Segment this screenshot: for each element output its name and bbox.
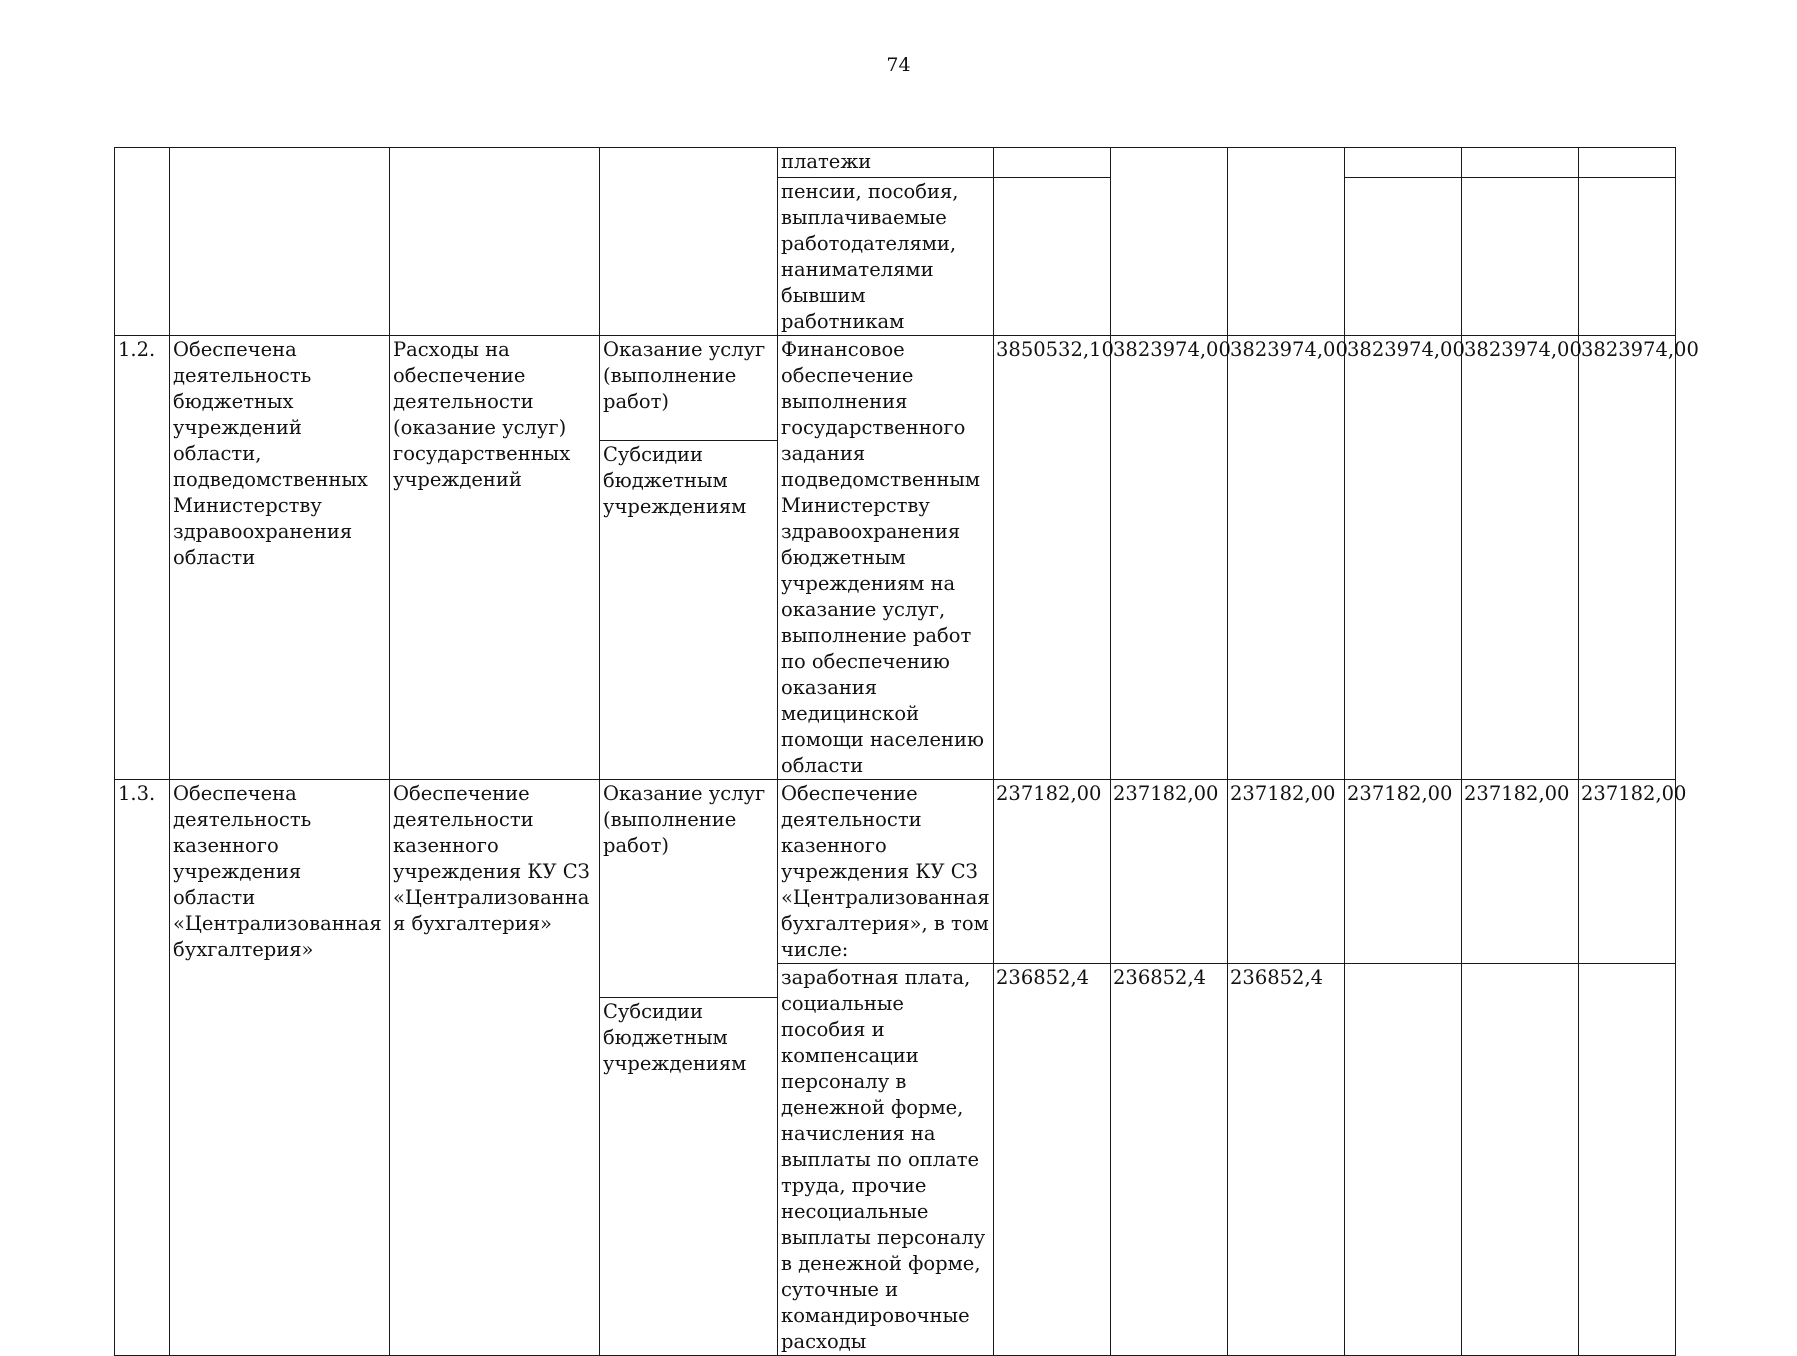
cell-purpose: платежи	[778, 148, 994, 178]
cell-direction: Расходы на обеспечение деятельности (оказание услуг) государственных учреждений	[390, 336, 600, 780]
cell-type: Оказание услуг (выполнение работ)	[600, 336, 778, 441]
cell-num: 1.2.	[115, 336, 170, 780]
cell-result	[170, 148, 390, 336]
cell-num	[115, 148, 170, 336]
cell-num: 1.3.	[115, 780, 170, 1356]
cell-value	[1462, 964, 1579, 1356]
budget-table	[114, 147, 1699, 1356]
cell-direction: Обеспечение деятельности казенного учреждения КУ СЗ «Централизованная бухгалтерия»	[390, 780, 600, 1356]
cell-value: 237182,00	[1579, 780, 1676, 964]
cell-value	[1111, 148, 1228, 336]
cell-value	[1345, 148, 1462, 178]
cell-type: Субсидии бюджетным учреждениям	[600, 998, 778, 1356]
cell-direction	[390, 148, 600, 336]
table-row-1-3	[115, 780, 1676, 964]
cell-result: Обеспечена деятельность бюджетных учреждений области, подведомственных Министерству здравоохранения области	[170, 336, 390, 780]
cell-value	[1579, 964, 1676, 1356]
cell-value	[1345, 178, 1462, 336]
cell-value: 236852,4	[994, 964, 1111, 1356]
cell-value	[1579, 178, 1676, 336]
cell-value: 3823974,00	[1579, 336, 1676, 780]
cell-value: 237182,00	[1228, 780, 1345, 964]
cell-purpose: пенсии, пособия, выплачиваемые работодателями, нанимателями бывшим работникам	[778, 178, 994, 336]
cell-value: 3823974,00	[1111, 336, 1228, 780]
page-number: 74	[886, 54, 911, 76]
cell-value: 3850532,10	[994, 336, 1111, 780]
cell-value	[1462, 148, 1579, 178]
cell-value	[994, 178, 1111, 336]
cell-value	[994, 148, 1111, 178]
cell-value	[1345, 964, 1462, 1356]
cell-value	[1462, 178, 1579, 336]
cell-result: Обеспечена деятельность казенного учреждения области «Централизованная бухгалтерия»	[170, 780, 390, 1356]
cell-type: Оказание услуг (выполнение работ)	[600, 780, 778, 998]
cell-purpose: заработная плата, социальные пособия и компенсации персоналу в денежной форме, начисления на выплаты по оплате труда, прочие несоциальные выплаты персоналу в денежной форме, суточные и командировочные расходы	[778, 964, 994, 1356]
cell-value: 236852,4	[1228, 964, 1345, 1356]
cell-value: 237182,00	[1345, 780, 1462, 964]
table-row-1-2	[115, 336, 1676, 441]
cell-value: 3823974,00	[1228, 336, 1345, 780]
cell-value	[1228, 148, 1345, 336]
cell-value: 237182,00	[1462, 780, 1579, 964]
cell-value: 237182,00	[1111, 780, 1228, 964]
cell-value	[1579, 148, 1676, 178]
table-row-continuation	[115, 148, 1676, 178]
cell-type: Субсидии бюджетным учреждениям	[600, 441, 778, 780]
cell-type	[600, 148, 778, 336]
cell-value: 237182,00	[994, 780, 1111, 964]
cell-purpose: Обеспечение деятельности казенного учреждения КУ СЗ «Централизованная бухгалтерия», в том числе:	[778, 780, 994, 964]
cell-value: 3823974,00	[1462, 336, 1579, 780]
cell-value: 236852,4	[1111, 964, 1228, 1356]
cell-purpose: Финансовое обеспечение выполнения государственного задания подведомственным Министерству здравоохранения бюджетным учреждениям на оказание услуг, выполнение работ по обеспечению оказания медицинской помощи населению области	[778, 336, 994, 780]
cell-value: 3823974,00	[1345, 336, 1462, 780]
